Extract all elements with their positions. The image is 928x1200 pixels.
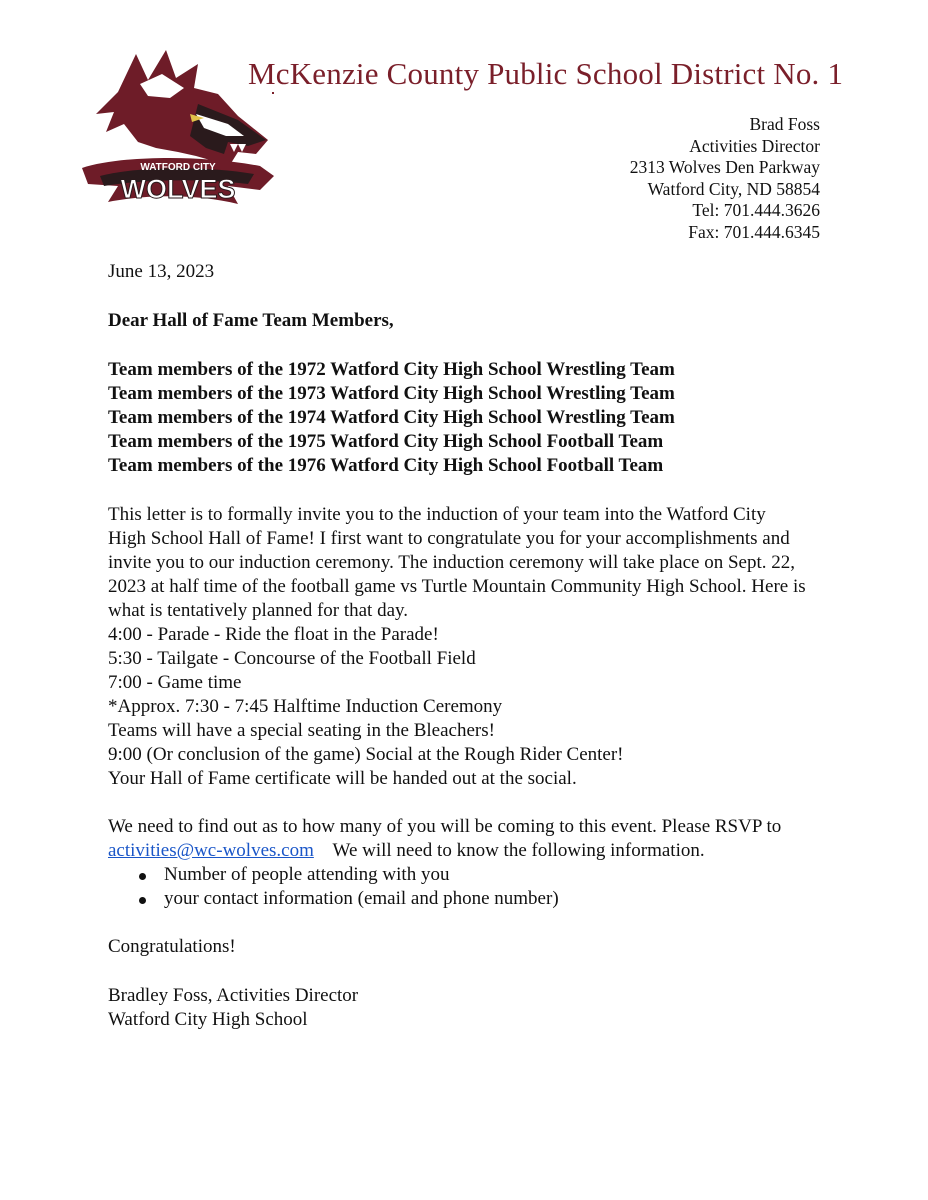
schedule-item: Teams will have a special seating in the Bleachers! (108, 720, 495, 741)
team-line: Team members of the 1976 Watford City High School Football Team (108, 455, 664, 476)
closing: Congratulations! (108, 936, 236, 957)
district-title: McKenzie County Public School District No. 1 (248, 56, 844, 91)
invitation-paragraph: This letter is to formally invite you to the induction of your team into the Watford City High School Hall of Fame! I first want to congratulate you for your accomplishments and invite you to our induction ceremony. The induction ceremony will take place on Sept. 22, 2023 at half time of the football game vs Turtle Mountain Community High School. Here is what is tentatively planned for that day. (108, 504, 806, 621)
rsvp-email-link[interactable]: activities@wc-wolves.com (108, 840, 314, 861)
team-list (108, 358, 808, 478)
info-list (108, 863, 808, 911)
contact-street: 2313 Wolves Den Parkway (629, 157, 820, 178)
team-line: Team members of the 1974 Watford City High School Wrestling Team (108, 407, 675, 428)
contact-name: Brad Foss (749, 114, 820, 134)
signature-school: Watford City High School (108, 1009, 308, 1030)
info-item: Number of people attending with you (139, 863, 808, 887)
contact-phone: Tel: 701.444.3626 (692, 200, 820, 221)
schedule-item: *Approx. 7:30 - 7:45 Halftime Induction Ceremony (108, 696, 503, 717)
contact-block (630, 114, 820, 244)
salutation: Dear Hall of Fame Team Members, (108, 310, 394, 331)
rsvp-text-before: We need to find out as to how many of you will be coming to this event. Please RSVP to (108, 816, 782, 837)
schedule-item: 4:00 - Parade - Ride the float in the Parade! (108, 624, 439, 645)
schedule-item: 7:00 - Game time (108, 672, 242, 693)
logo-city-text: WATFORD CITY (140, 162, 216, 173)
contact-fax: Fax: 701.444.6345 (688, 221, 820, 242)
team-line: Team members of the 1973 Watford City High School Wrestling Team (108, 383, 675, 404)
schedule-item: 5:30 - Tailgate - Concourse of the Football Field (108, 648, 476, 669)
letter-date: June 13, 2023 (108, 261, 215, 282)
team-line: Team members of the 1972 Watford City High School Wrestling Team (108, 359, 675, 380)
decorative-dot (272, 92, 274, 94)
letter-body (108, 260, 808, 1032)
contact-title: Activities Director (689, 135, 820, 156)
schedule-item: Your Hall of Fame certificate will be handed out at the social. (108, 768, 577, 789)
info-item: your contact information (email and phone number) (139, 887, 808, 911)
rsvp-paragraph (108, 815, 808, 863)
logo-wolves-text: WOLVES (120, 174, 236, 204)
contact-city: Watford City, ND 58854 (647, 178, 820, 199)
team-line: Team members of the 1975 Watford City High School Football Team (108, 431, 664, 452)
schedule-item: 9:00 (Or conclusion of the game) Social at the Rough Rider Center! (108, 744, 624, 765)
rsvp-text-after: We will need to know the following information. (332, 840, 705, 861)
schedule-list (108, 623, 808, 791)
signature-block (108, 984, 808, 1032)
signature-name: Bradley Foss, Activities Director (108, 985, 359, 1006)
